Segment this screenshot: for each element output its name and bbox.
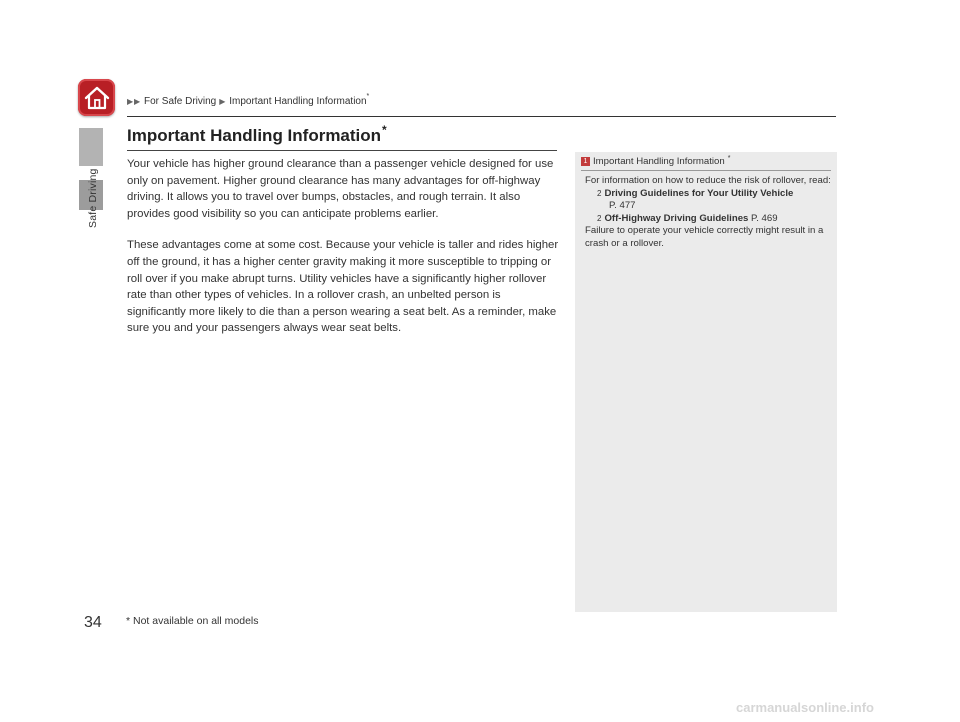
breadcrumb-arrow-icon: ▶	[219, 97, 226, 106]
page-number: 34	[84, 614, 102, 631]
body-text	[127, 156, 559, 352]
breadcrumb	[127, 93, 370, 107]
side-note-body	[585, 175, 831, 251]
xref-link-off-highway[interactable]: 2 Off-Highway Driving Guidelines P. 469	[597, 212, 778, 224]
side-note-divider	[581, 170, 831, 171]
title-divider	[127, 150, 557, 151]
breadcrumb-arrow-icon: ▶	[127, 97, 134, 106]
cross-reference-icon: 2	[597, 213, 602, 223]
header-divider	[127, 116, 836, 117]
cross-reference-icon: 2	[597, 188, 602, 198]
page-title: Important Handling Information*	[127, 123, 387, 145]
body-paragraph: These advantages come at some cost. Because your vehicle is taller and rides higher off the ground, it has a higher center gravity making it more susceptible to tripping or roll over if you make abrupt turns. Utility vehicles have a significantly higher rollover rate than other types of vehicles. In a rollover crash, an unbelted person is significantly more likely to die than a person wearing a seat belt. As a reminder, make sure you and your passengers always wear seat belts.	[127, 239, 559, 335]
side-note-intro: For information on how to reduce the risk of rollover, read:	[585, 175, 831, 186]
breadcrumb-arrow-icon: ▶	[134, 97, 141, 106]
chapter-side-label: Safe Driving	[87, 168, 99, 228]
body-paragraph: Your vehicle has higher ground clearance than a passenger vehicle designed for use only on pavement. Higher ground clearance has many advantages for off-highway driving. It allows you to travel over bumps, obstacles, and rough terrain. It also provides good visibility so you can anticipate problems earlier.	[127, 158, 554, 220]
side-note-heading: 1 Important Handling Information *	[581, 156, 831, 167]
breadcrumb-link-for-safe-driving[interactable]: For Safe Driving	[144, 96, 217, 107]
chapter-tab-indicator[interactable]	[79, 128, 103, 166]
home-button[interactable]	[78, 79, 115, 116]
xref-link-driving-guidelines[interactable]: 2 Driving Guidelines for Your Utility Vehicle P. 477	[597, 187, 794, 212]
footnote: * Not available on all models	[126, 615, 259, 627]
side-note-panel	[575, 152, 837, 612]
side-note-warning: Failure to operate your vehicle correctly might result in a crash or a rollover.	[585, 225, 824, 249]
home-icon	[83, 85, 111, 111]
breadcrumb-link-important-handling[interactable]: Important Handling Information*	[229, 93, 370, 107]
watermark-text: carmanualsonline.info	[736, 700, 874, 715]
note-marker-icon: 1	[581, 157, 590, 166]
